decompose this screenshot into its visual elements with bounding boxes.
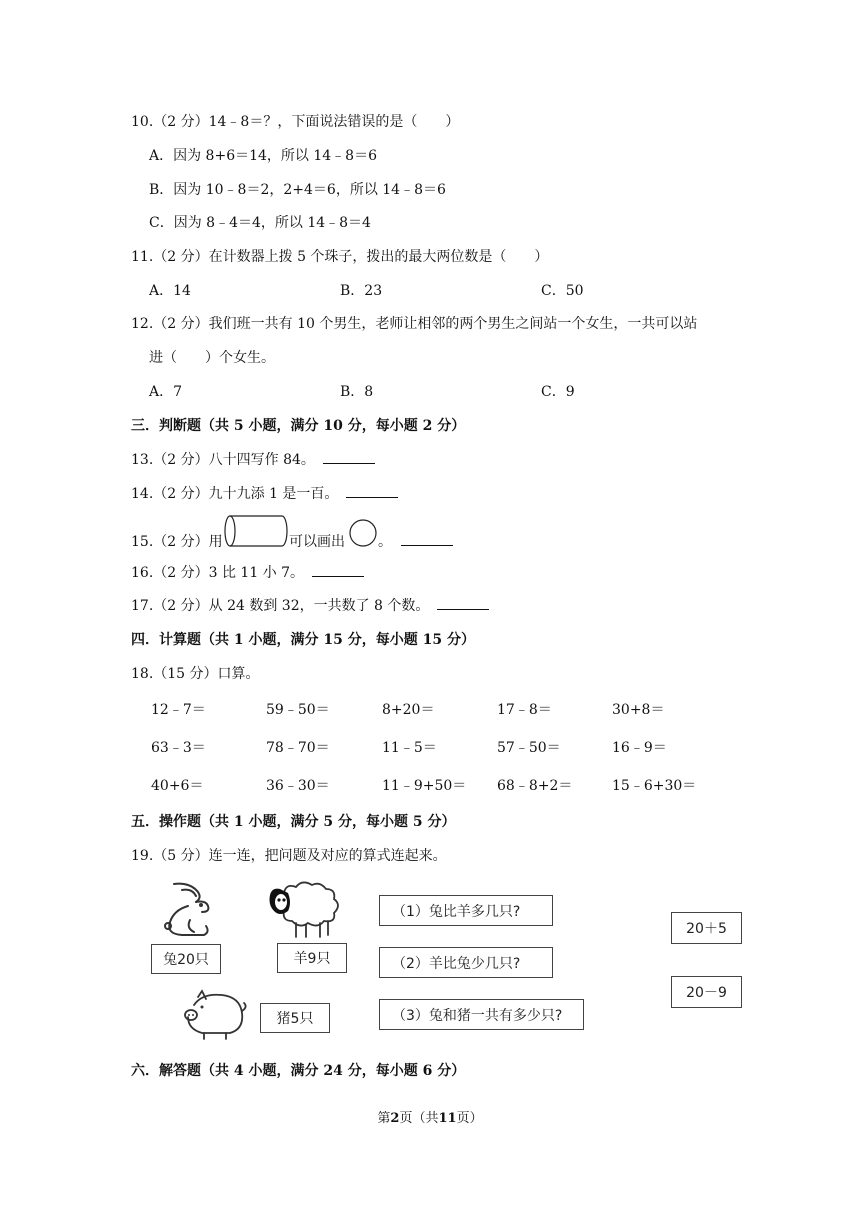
- q10-option-a: A．因为 8+6＝14，所以 14﹣8＝6: [149, 148, 377, 164]
- match-question-3[interactable]: （3）兔和猪一共有多少只?: [379, 999, 584, 1030]
- calc-item: 16﹣9＝: [612, 740, 667, 756]
- q18-stem: 18.（15 分）口算。: [131, 666, 260, 682]
- q17-text: 17.（2 分）从 24 数到 32，一共数了 8 个数。: [131, 598, 430, 614]
- calc-item: 12﹣7＝: [151, 702, 206, 718]
- sheep-icon: [266, 879, 344, 941]
- q14-line: [131, 485, 398, 503]
- q15-part2: 可以画出: [289, 534, 345, 550]
- match-expression-1[interactable]: 20＋5: [671, 912, 742, 944]
- footer-suffix: 页）: [456, 1111, 483, 1126]
- calc-item: 63﹣3＝: [151, 740, 206, 756]
- footer-page-number: 2: [390, 1111, 400, 1126]
- footer-prefix: 第: [377, 1111, 391, 1126]
- q10-option-c: C．因为 8﹣4＝4，所以 14﹣8＝4: [149, 215, 371, 231]
- calc-item: 57﹣50＝: [497, 740, 561, 756]
- circle-icon: [348, 518, 378, 548]
- q10-stem: 10.（2 分）14﹣8＝？，下面说法错误的是（ ）: [131, 114, 460, 130]
- q13-text: 13.（2 分）八十四写作 84。: [131, 452, 315, 468]
- q13-line: [131, 451, 375, 469]
- q12-option-b: B．8: [340, 384, 374, 400]
- q12-stem-line1: 12.（2 分）我们班一共有 10 个男生，老师让相邻的两个男生之间站一个女生，一共可以站: [131, 316, 698, 332]
- section-6-heading: 六．解答题（共 4 小题，满分 24 分，每小题 6 分）: [131, 1063, 466, 1079]
- q11-option-c: C．50: [541, 283, 584, 299]
- q14-text: 14.（2 分）九十九添 1 是一百。: [131, 486, 339, 502]
- q16-text: 16.（2 分）3 比 11 小 7。: [131, 565, 305, 581]
- q16-line: [131, 564, 364, 582]
- calc-item: 8+20＝: [382, 702, 435, 718]
- q12-stem-line2: 进（ ）个女生。: [149, 350, 275, 366]
- footer-page-total: 11: [438, 1111, 457, 1126]
- cylinder-icon: [224, 514, 288, 548]
- match-question-1[interactable]: （1）兔比羊多几只?: [379, 895, 553, 926]
- q17-line: [131, 597, 489, 615]
- pig-count-label: 猪5只: [260, 1003, 330, 1033]
- section-4-heading: 四．计算题（共 1 小题，满分 15 分，每小题 15 分）: [131, 632, 475, 648]
- calc-item: 78﹣70＝: [266, 740, 330, 756]
- calc-item: 30+8＝: [612, 702, 665, 718]
- q11-stem: 11.（2 分）在计数器上拨 5 个珠子，拨出的最大两位数是（ ）: [131, 249, 549, 265]
- q11-option-a: A．14: [149, 283, 191, 299]
- page-footer: [0, 1110, 860, 1128]
- q16-answer-blank[interactable]: [312, 564, 364, 577]
- q15-part3: 。: [378, 534, 392, 550]
- q14-answer-blank[interactable]: [346, 485, 398, 498]
- rabbit-count-label: 兔20只: [151, 944, 221, 974]
- footer-middle: 页（共: [399, 1111, 439, 1126]
- calc-item: 40+6＝: [151, 778, 204, 794]
- q13-answer-blank[interactable]: [323, 451, 375, 464]
- q12-option-c: C．9: [541, 384, 575, 400]
- section-5-heading: 五．操作题（共 1 小题，满分 5 分，每小题 5 分）: [131, 814, 456, 830]
- sheep-count-label: 羊9只: [277, 943, 347, 973]
- q15-answer-wrap: [393, 533, 453, 551]
- q19-stem: 19.（5 分）连一连，把问题及对应的算式连起来。: [131, 848, 447, 864]
- q11-option-b: B．23: [340, 283, 383, 299]
- calc-item: 36﹣30＝: [266, 778, 330, 794]
- pig-icon: [182, 989, 248, 1041]
- q10-option-b: B．因为 10﹣8＝2，2+4＝6，所以 14﹣8＝6: [149, 182, 446, 198]
- q12-option-a: A．7: [149, 384, 183, 400]
- calc-item: 15﹣6+30＝: [612, 778, 697, 794]
- match-expression-2[interactable]: 20－9: [671, 976, 742, 1008]
- rabbit-icon: [160, 880, 220, 938]
- q15-answer-blank[interactable]: [401, 533, 453, 546]
- section-3-heading: 三．判断题（共 5 小题，满分 10 分，每小题 2 分）: [131, 418, 466, 434]
- calc-item: 17﹣8＝: [497, 702, 552, 718]
- calc-item: 11﹣9+50＝: [382, 778, 467, 794]
- q17-answer-blank[interactable]: [437, 597, 489, 610]
- calc-item: 59﹣50＝: [266, 702, 330, 718]
- calc-item: 11﹣5＝: [382, 740, 437, 756]
- calc-item: 68﹣8+2＝: [497, 778, 573, 794]
- q15-part1: 15.（2 分）用: [131, 534, 223, 550]
- match-question-2[interactable]: （2）羊比兔少几只?: [379, 947, 553, 978]
